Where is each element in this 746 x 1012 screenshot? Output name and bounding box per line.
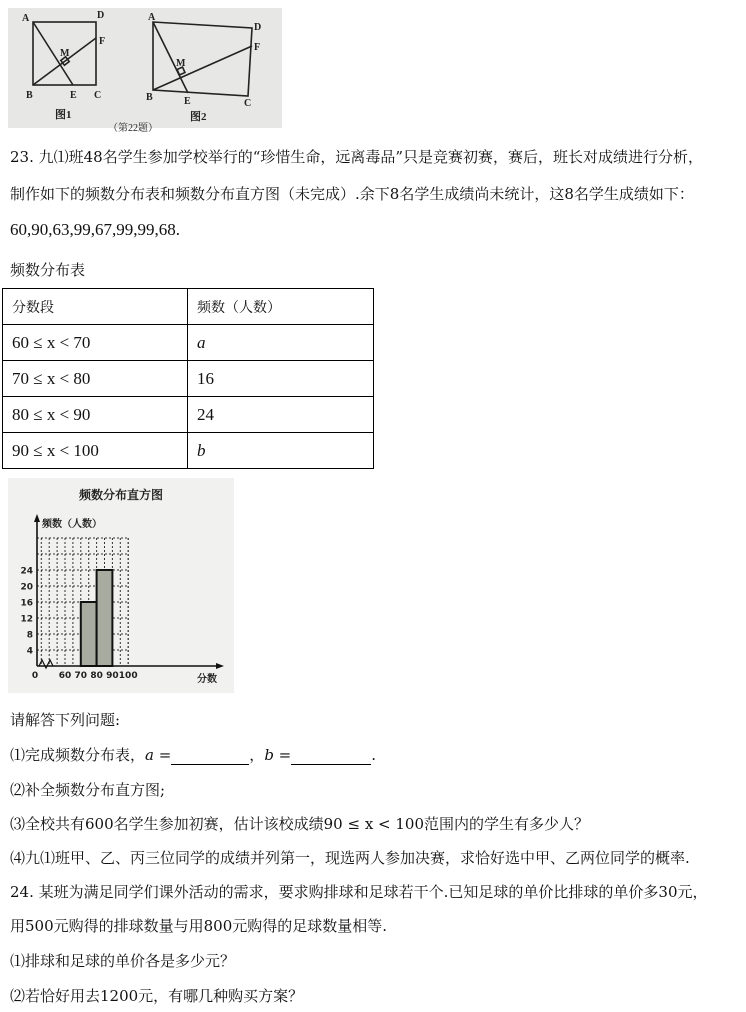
table-cell-count: 16 [188, 361, 374, 397]
table-title: 频数分布表 [10, 261, 86, 279]
q24-part-2: ⑵若恰好用去1200元，有哪几种购买方案？ [10, 987, 304, 1005]
fig1-point-A: A [22, 13, 30, 24]
table-header-cell: 频数（人数） [188, 289, 374, 325]
x-tick-label: 0 [31, 671, 39, 681]
q23-scores: 60,90,63,99,67,99,99,68. [10, 220, 180, 239]
table-header-cell: 分数段 [3, 289, 188, 325]
answer-b-label: b = [264, 746, 292, 764]
x-tick-label: 80 [90, 671, 103, 681]
table-row [3, 325, 374, 361]
q23-part-2: ⑵补全频数分布直方图; [10, 781, 166, 799]
table-cell-count: 24 [188, 397, 374, 433]
x-tick-label: 60 [58, 671, 72, 681]
geometry-figures [8, 8, 282, 134]
table-cell-range: 70 ≤ x < 80 [3, 361, 188, 397]
q23-part-1-prefix: ⑴完成频数分布表， [10, 746, 146, 764]
table-cell-range: 60 ≤ x < 70 [3, 325, 188, 361]
fig1-point-F: F [99, 36, 106, 47]
table-row [3, 433, 374, 469]
q23-line-1: 23. 九⑴班48名学生参加学校举行的“珍惜生命，远离毒品”只是竞赛初赛，赛后，班长对成绩进行分析， [10, 148, 704, 166]
y-tick-label: 4 [26, 646, 33, 657]
x-tick-label: 70 [74, 671, 88, 681]
table-cell-count: a [188, 325, 374, 361]
table-row [3, 397, 374, 433]
histogram-bar [97, 570, 113, 666]
q23-part-1 [10, 744, 376, 765]
fig1-point-M: M [60, 48, 70, 59]
fig2-point-B: B [146, 92, 153, 103]
q23-part-1-separator: ， [249, 746, 265, 764]
figure-2 [153, 22, 252, 96]
chart-bars [81, 570, 113, 666]
q23-part-1-end: . [371, 746, 377, 764]
histogram [8, 478, 234, 693]
y-tick-label: 20 [20, 582, 33, 593]
histogram-svg [8, 478, 234, 693]
table-cell-range: 80 ≤ x < 90 [3, 397, 188, 433]
y-tick-label: 16 [20, 598, 33, 609]
fig2-point-C: C [244, 98, 252, 109]
y-tick-label: 24 [20, 566, 33, 577]
chart-axes [34, 514, 224, 669]
q23-line-2: 制作如下的频数分布表和频数分布直方图（未完成）.余下8名学生成绩尚未统计，这8名学生成绩如下： [10, 185, 694, 203]
x-tick-label: 100 [118, 671, 138, 681]
fig2-point-D: D [254, 22, 262, 33]
x-tick-label: 90 [106, 671, 119, 681]
y-tick-label: 8 [26, 630, 33, 641]
table-cell-count: b [188, 433, 374, 469]
fig1-point-B: B [26, 90, 33, 101]
fig1-point-E: E [70, 90, 77, 101]
x-axis-arrow [216, 663, 224, 669]
y-axis-arrow [34, 514, 40, 522]
q23-intro: 请解答下列问题: [10, 711, 121, 729]
chart-y-axis-label: 频数（人数） [42, 519, 102, 530]
fig1-point-C: C [94, 90, 102, 101]
fig2-point-F: F [254, 42, 261, 53]
fig2-point-M: M [176, 58, 186, 69]
answer-a-label: a = [145, 746, 172, 764]
q24-line-1: 24. 某班为满足同学们课外活动的需求，要求购排球和足球若干个.已知足球的单价比排球的单价多30元， [10, 883, 708, 901]
geometry-figures-svg [8, 8, 282, 134]
q24-line-2: 用500元购得的排球数量与用800元购得的足球数量相等. [10, 917, 388, 935]
answer-b-blank[interactable] [291, 744, 371, 765]
q23-part-3: ⑶全校共有600名学生参加初赛，估计该校成绩90 ≤ x < 100范围内的学生有多少人？ [10, 815, 590, 833]
fig1-caption: 图1 [55, 109, 72, 121]
y-tick-label: 12 [20, 614, 33, 625]
chart-x-axis-label: 分数 [197, 674, 217, 685]
table-row [3, 361, 374, 397]
table-cell-range: 90 ≤ x < 100 [3, 433, 188, 469]
figure-partial-label: （第22题） [108, 123, 158, 134]
fig1-point-D: D [97, 10, 105, 21]
answer-a-blank[interactable] [171, 744, 249, 765]
histogram-bar [81, 602, 97, 666]
frequency-table [2, 288, 374, 469]
fig2-caption: 图2 [190, 111, 207, 123]
fig2-point-A: A [148, 12, 156, 23]
fig2-point-E: E [184, 96, 191, 107]
q23-part-4: ⑷九⑴班甲、乙、丙三位同学的成绩并列第一，现选两人参加决赛，求恰好选中甲、乙两位同学的概率. [10, 849, 690, 867]
table-header-row [3, 289, 374, 325]
chart-title: 频数分布直方图 [78, 488, 164, 502]
q24-part-1: ⑴排球和足球的单价各是多少元？ [10, 952, 236, 970]
